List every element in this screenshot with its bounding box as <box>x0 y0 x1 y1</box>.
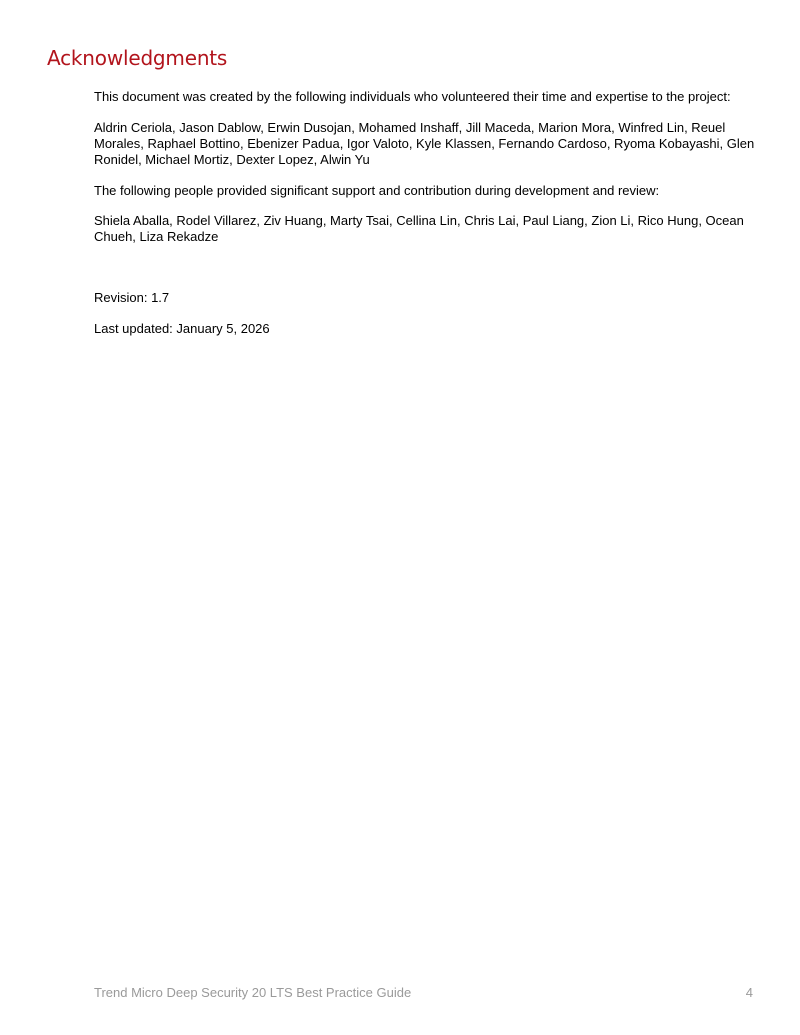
revision-text: Revision: 1.7 <box>94 290 170 305</box>
support-intro-paragraph: The following people provided significant support and contribution during development and review: <box>94 183 660 198</box>
footer-document-title: Trend Micro Deep Security 20 LTS Best Practice Guide <box>94 985 412 1000</box>
footer-page-number: 4 <box>745 985 753 1000</box>
contributors-paragraph: Aldrin Ceriola, Jason Dablow, Erwin Dusojan, Mohamed Inshaff, Jill Maceda, Marion Mora, Winfred Lin, Reuel Morales, Raphael Bottino, Ebenizer Padua, Igor Valoto, Kyle Klassen, Fernando Cardoso, Ryoma Kobayashi, Glen Ronidel, Michael Mortiz, Dexter Lopez, Alwin Yu <box>94 120 755 167</box>
intro-paragraph: This document was created by the following individuals who volunteered their time and expertise to the project: <box>94 89 731 104</box>
last-updated-text: Last updated: January 5, 2026 <box>94 321 270 336</box>
page-title: Acknowledgments <box>47 46 228 70</box>
supporters-paragraph: Shiela Aballa, Rodel Villarez, Ziv Huang, Marty Tsai, Cellina Lin, Chris Lai, Paul Liang, Zion Li, Rico Hung, Ocean Chueh, Liza Rekadze <box>94 213 744 244</box>
